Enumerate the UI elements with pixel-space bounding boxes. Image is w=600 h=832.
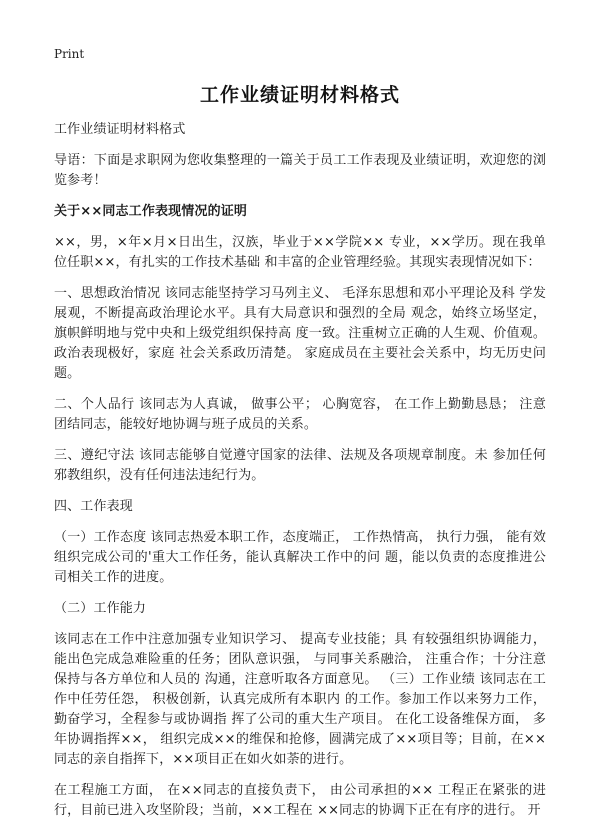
ability-heading: （二）工作能力 <box>54 601 147 616</box>
political-paragraph: 一、思想政治情况 该同志能坚持学习马列主义、 毛泽东思想和邓小平理论及科 学发展观，不断提高政治理论水平。具有大局意识和强烈的全局 观念，始终立场坚定， 旗帜鲜明地与党中央和上级党组织保持高 度一致。注重树立正确的人生观、价值观。政治表现极好，家庭 社会关系政历清楚。 家庭成员在主要社会关系中，均无历史问题。 <box>54 286 546 381</box>
construction-paragraph: 在工程施工方面， 在××同志的直接负责下， 由公司承担的×× 工程正在紧张的进行，目前已进入攻坚阶段；当前，××工程在 ××同志的协调下正在有序的进行。 开 <box>54 783 546 818</box>
law-paragraph: 三、遵纪守法 该同志能够自觉遵守国家的法律、法规及各项规章制度。未 参加任何邪教组织，没有任何违法违纪行为。 <box>54 448 546 483</box>
ability-paragraph: 该同志在工作中注意加强专业知识学习、 提高专业技能；具 有较强组织协调能力，能出色完成急难险重的任务；团队意识强， 与同事关系融洽， 注重合作；十分注意保持与各方单位和人员的 沟通，注意听取各方面意见。 （三）工作业绩 该同志在工作中任劳任怨， 积极创新，认真完成所有本职内 的工作。参加工作以来努力工作，勤奋学习，全程参与或协调指 挥了公司的重大生产项目。 在化工设备维保方面， 多年协调指挥××， 组织完成××的维保和抢修，圆满完成了××项目等；目前，在××同志的亲自指挥下，××项目正在如火如荼的进行。 <box>54 632 546 767</box>
document-body <box>54 120 546 832</box>
print-label[interactable]: Print <box>54 47 85 61</box>
section-heading: 关于××同志工作表现情况的证明 <box>54 204 248 219</box>
work-performance-heading: 四、工作表现 <box>54 499 133 514</box>
doc-subtitle: 工作业绩证明材料格式 <box>54 122 186 137</box>
personal-info-paragraph: ××，男，×年×月×日出生，汉族，毕业于××学院×× 专业，××学历。现在我单位任职××，有扎实的工作技术基础 和丰富的企业管理经验。其现实表现情况如下： <box>54 235 546 270</box>
intro-paragraph: 导语：下面是求职网为您收集整理的一篇关于员工工作表现及业绩证明，欢迎您的浏览参考！ <box>54 153 546 188</box>
character-paragraph: 二、个人品行 该同志为人真诚， 做事公平； 心胸宽容， 在工作上勤勤恳恳； 注意团结同志，能较好地协调与班子成员的关系。 <box>54 397 546 432</box>
attitude-paragraph: （一）工作态度 该同志热爱本职工作，态度端正， 工作热情高， 执行力强， 能有效组织完成公司的'重大工作任务，能认真解决工作中的问 题，能以负责的态度推进公司相关工作的进度。 <box>54 530 546 585</box>
page-title: 工作业绩证明材料格式 <box>199 84 400 106</box>
